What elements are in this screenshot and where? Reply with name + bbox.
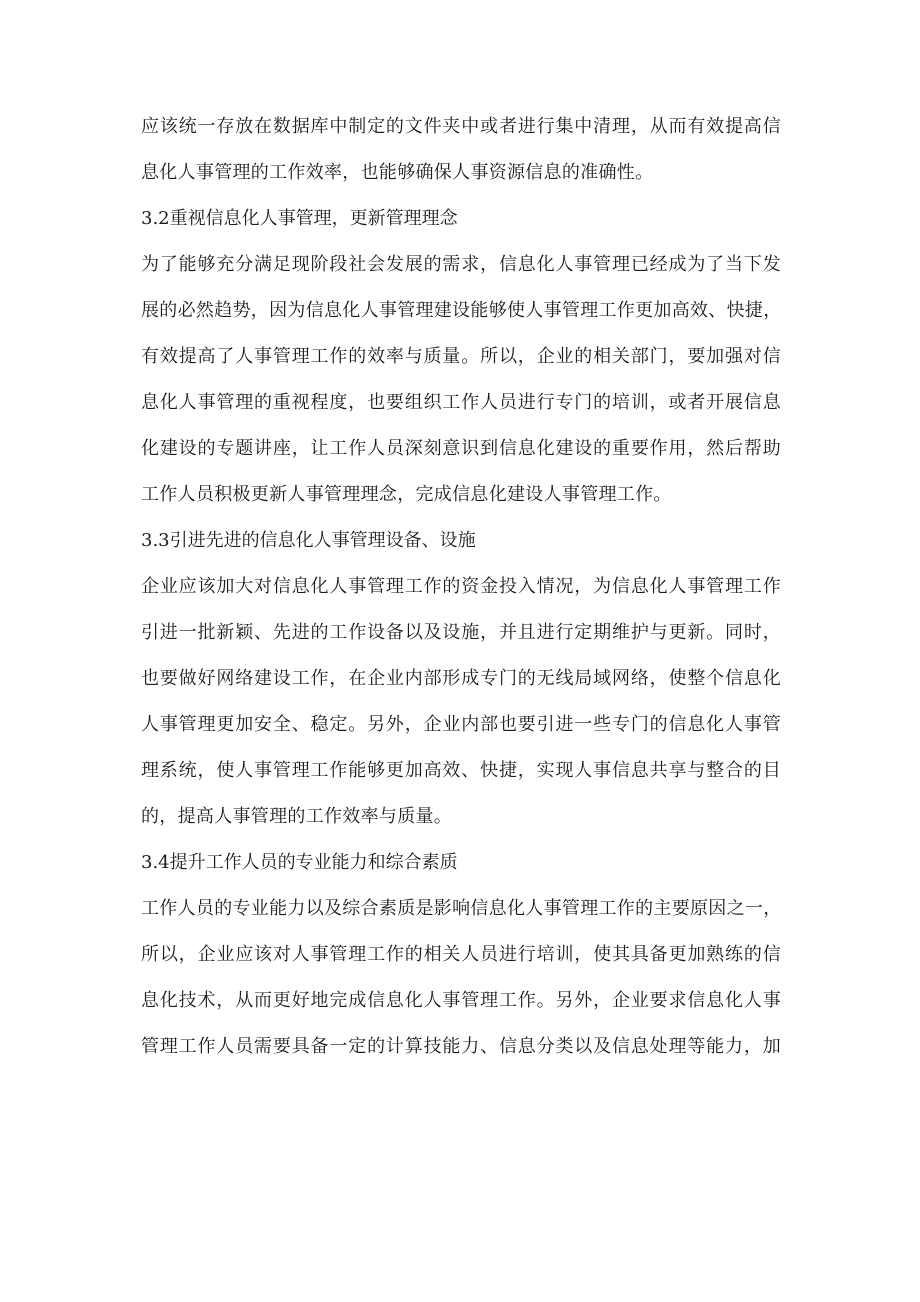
- paragraph-line: 工作人员的专业能力以及综合素质是影响信息化人事管理工作的主要原因之一，: [141, 898, 782, 919]
- paragraph-line: 理系统，使人事管理工作能够更加高效、快捷，实现人事信息共享与整合的目: [141, 760, 781, 781]
- paragraph-line: 所以，企业应该对人事管理工作的相关人员进行培训，使其具备更加熟练的信: [141, 944, 781, 965]
- section-heading-3-2: 3.2重视信息化人事管理，更新管理理念: [141, 208, 458, 229]
- paragraph-line: 为了能够充分满足现阶段社会发展的需求，信息化人事管理已经成为了当下发: [141, 254, 781, 275]
- paragraph-line: 应该统一存放在数据库中制定的文件夹中或者进行集中清理，从而有效提高信: [141, 116, 781, 137]
- paragraph-line: 人事管理更加安全、稳定。另外，企业内部也要引进一些专门的信息化人事管: [141, 714, 781, 735]
- paragraph-line: 引进一批新颖、先进的工作设备以及设施，并且进行定期维护与更新。同时，: [141, 622, 781, 643]
- paragraph-line: 息化人事管理的工作效率，也能够确保人事资源信息的准确性。: [141, 162, 654, 183]
- paragraph-line: 企业应该加大对信息化人事管理工作的资金投入情况，为信息化人事管理工作: [141, 576, 781, 597]
- section-heading-3-4: 3.4提升工作人员的专业能力和综合素质: [141, 852, 458, 873]
- paragraph-line: 管理工作人员需要具备一定的计算技能力、信息分类以及信息处理等能力，加: [141, 1036, 781, 1057]
- section-heading-3-3: 3.3引进先进的信息化人事管理设备、设施: [141, 530, 476, 551]
- paragraph-line: 有效提高了人事管理工作的效率与质量。所以，企业的相关部门，要加强对信: [141, 346, 781, 367]
- paragraph-line: 化建设的专题讲座，让工作人员深刻意识到信息化建设的重要作用，然后帮助: [141, 438, 781, 459]
- paragraph-line: 工作人员积极更新人事管理理念，完成信息化建设人事管理工作。: [141, 484, 672, 505]
- paragraph-line: 也要做好网络建设工作，在企业内部形成专门的无线局域网络，使整个信息化: [141, 668, 781, 689]
- paragraph-section-3-3: [141, 564, 781, 840]
- paragraph-line: 的，提高人事管理的工作效率与质量。: [141, 806, 453, 827]
- paragraph-intro-continuation: [141, 104, 781, 196]
- paragraph-line: 息化技术，从而更好地完成信息化人事管理工作。另外，企业要求信息化人事: [141, 990, 781, 1011]
- paragraph-section-3-4: [141, 886, 781, 1070]
- paragraph-section-3-2: [141, 242, 781, 518]
- paragraph-line: 展的必然趋势，因为信息化人事管理建设能够使人事管理工作更加高效、快捷，: [141, 300, 782, 321]
- paragraph-line: 息化人事管理的重视程度，也要组织工作人员进行专门的培训，或者开展信息: [141, 392, 781, 413]
- document-body: [141, 104, 781, 1070]
